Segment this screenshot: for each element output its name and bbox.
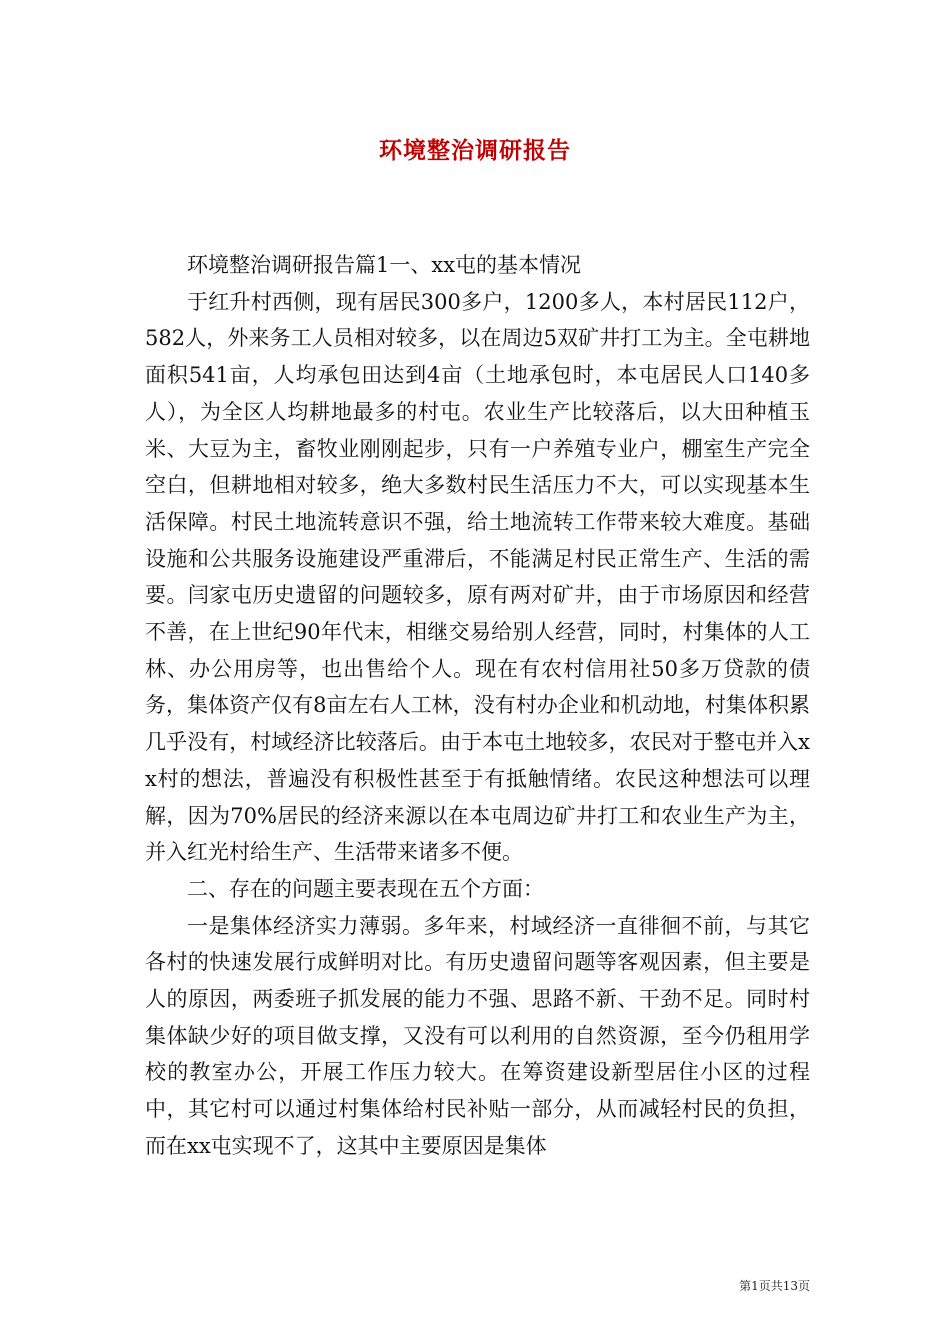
paragraph-basic-situation: 于红升村西侧，现有居民300多户，1200多人，本村居民112户，582人，外来务工人员相对较多，以在周边5双矿井打工为主。全屯耕地面积541亩，人均承包田达到4亩（土地承包时，本屯居民人口140多人），为全区人均耕地最多的村屯。农业生产比较落后，以大田种植玉米、大豆为主，畜牧业刚刚起步，只有一户养殖专业户，棚室生产完全空白，但耕地相对较多，绝大多数村民生活压力不大，可以实现基本生活保障。村民土地流转意识不强，给土地流转工作带来较大难度。基础设施和公共服务设施建设严重滞后，不能满足村民正常生产、生活的需要。闫家屯历史遗留的问题较多，原有两对矿井，由于市场原因和经营不善，在上世纪90年代末，相继交易给别人经营，同时，村集体的人工林、办公用房等，也出售给个人。现在有农村信用社50多万贷款的债务，集体资产仅有8亩左右人工林，没有村办企业和机动地，村集体积累几乎没有，村域经济比较落后。由于本屯土地较多，农民对于整屯并入xx村的想法，普遍没有积极性甚至于有抵触情绪。农民这种想法可以理解，因为70%居民的经济来源以在本屯周边矿井打工和农业生产为主，并入红光村给生产、生活带来诸多不便。 (145, 289, 810, 865)
page-title: 环境整治调研报告 (379, 137, 571, 164)
paragraph-heading-1: 环境整治调研报告篇1一、xx屯的基本情况 (187, 253, 582, 277)
paragraph-problem-1: 一是集体经济实力薄弱。多年来，村域经济一直徘徊不前，与其它各村的快速发展行成鲜明对比。有历史遗留问题等客观因素，但主要是人的原因，两委班子抓发展的能力不强、思路不新、干劲不足。同时村集体缺少好的项目做支撑，又没有可以利用的自然资源，至今仍租用学校的教室办公，开展工作压力较大。在筹资建设新型居住小区的过程中，其它村可以通过村集体给村民补贴一部分，从而减轻村民的负担，而在xx屯实现不了，这其中主要原因是集体 (145, 913, 810, 1158)
paragraph-heading-2: 二、存在的问题主要表现在五个方面： (187, 876, 544, 901)
page-number-footer: 第1页共13页 (739, 1279, 810, 1293)
document-body (145, 247, 810, 1165)
